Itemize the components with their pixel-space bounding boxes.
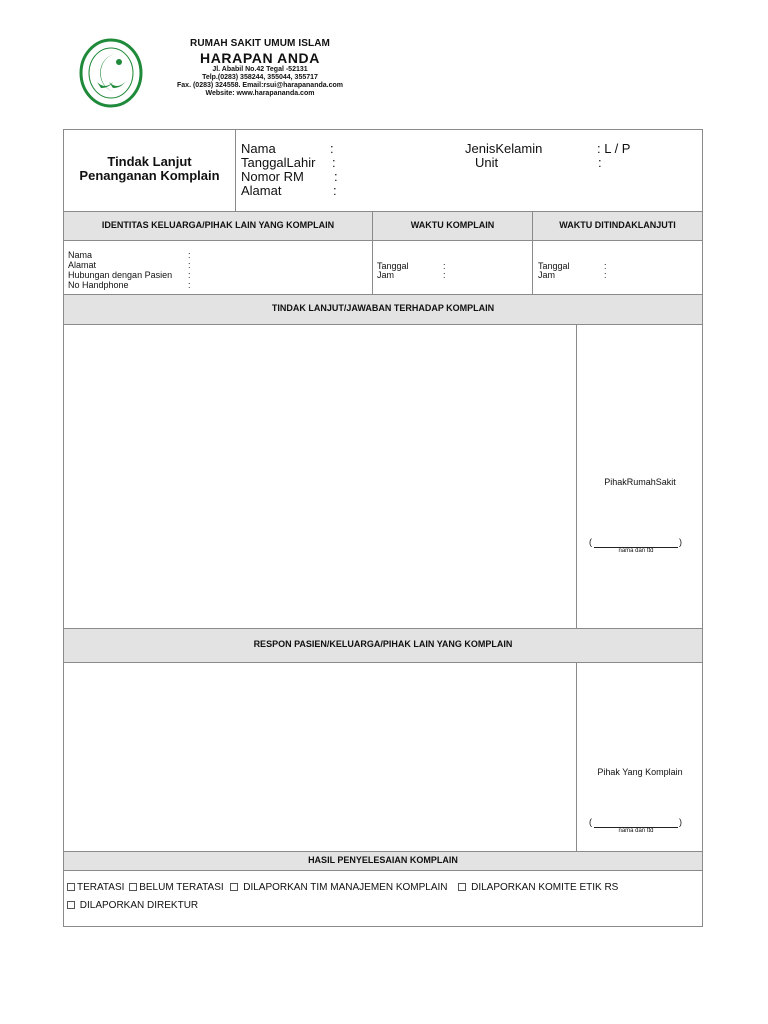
identitas-hp-colon: : (188, 280, 191, 290)
band-waktu-ditindak-label: WAKTU DITINDAKLANJUTI (559, 220, 676, 230)
band-tindak-lanjut-label: TINDAK LANJUT/JAWABAN TERHADAP KOMPLAIN (271, 303, 495, 313)
option-belum-label: BELUM TERATASI (139, 882, 224, 893)
hospital-address: Jl. Ababil No.42 Tegal -52131 (212, 66, 308, 73)
form-title-line1: Tindak Lanjut (107, 154, 192, 169)
patient-alamat-colon: : (333, 183, 337, 198)
identitas-alamat-label: Alamat (68, 260, 97, 270)
checkbox-belum-teratasi[interactable] (129, 883, 137, 891)
divider (63, 211, 703, 212)
divider (63, 851, 703, 852)
ditindak-jam-label: Jam (538, 270, 556, 280)
patient-alamat-label: Alamat (241, 183, 282, 198)
hospital-name: HARAPAN ANDA (200, 50, 320, 66)
hospital-type: RUMAH SAKIT UMUM ISLAM (190, 38, 330, 49)
sig-komplain-caption: nama dan ttd (618, 828, 654, 834)
sig-rs-open: ( (589, 537, 592, 547)
patient-nama-colon: : (330, 141, 334, 156)
divider (63, 870, 703, 871)
sig-rs-line[interactable] (594, 537, 678, 548)
ditindak-tanggal-colon: : (604, 261, 607, 271)
hospital-website: Website: www.harapananda.com (205, 90, 315, 97)
divider (235, 129, 236, 211)
band-respon-label: RESPON PASIEN/KELUARGA/PIHAK LAIN YANG KOMPLAIN (253, 639, 513, 649)
identitas-nama-colon: : (188, 250, 191, 260)
identitas-hubungan-colon: : (188, 270, 191, 280)
form-title-line2: Penanganan Komplain (79, 168, 220, 183)
checkbox-manajemen[interactable] (230, 883, 238, 891)
identitas-nama-label: Nama (68, 250, 93, 260)
komplain-jam-colon: : (443, 270, 446, 280)
ditindak-jam-colon: : (604, 270, 607, 280)
hasil-options-row1 (67, 882, 618, 894)
patient-nama-label: Nama (241, 141, 276, 156)
hospital-fax-email: Fax. (0283) 324558. Email:rsui@harapananda.com (177, 82, 343, 89)
patient-rm-colon: : (334, 169, 338, 184)
patient-jk-label: JenisKelamin (465, 141, 543, 156)
patient-unit-label: Unit (475, 155, 499, 170)
band-waktu-komplain-label: WAKTU KOMPLAIN (410, 220, 495, 230)
sig-komplain-close: ) (679, 817, 682, 827)
hospital-logo (79, 38, 143, 108)
hospital-phone: Telp.(0283) 358244, 355044, 355717 (202, 74, 318, 81)
patient-rm-label: Nomor RM (241, 169, 304, 184)
divider (63, 294, 703, 295)
patient-jk-value: : L / P (597, 141, 631, 156)
komplain-tanggal-label: Tanggal (377, 261, 409, 271)
hospital-header (150, 38, 370, 98)
respon-answer-area[interactable] (64, 663, 575, 850)
band-identitas-label: IDENTITAS KELUARGA/PIHAK LAIN YANG KOMPLAIN (101, 220, 335, 230)
checkbox-teratasi[interactable] (67, 883, 75, 891)
sig-rs-close: ) (679, 537, 682, 547)
checkbox-komite[interactable] (458, 883, 466, 891)
sig-komplain-label: Pihak Yang Komplain (597, 767, 683, 777)
option-direktur-label: DILAPORKAN DIREKTUR (79, 900, 199, 911)
komplain-jam-label: Jam (377, 270, 395, 280)
divider (63, 628, 703, 629)
divider (576, 662, 577, 851)
option-manajemen-label: DILAPORKAN TIM MANAJEMEN KOMPLAIN (243, 882, 448, 893)
patient-unit-colon: : (598, 155, 602, 170)
form-title (64, 155, 235, 183)
identitas-hp-label: No Handphone (68, 280, 129, 290)
divider (63, 240, 703, 241)
band-hasil-label: HASIL PENYELESAIAN KOMPLAIN (308, 855, 458, 865)
checkbox-direktur[interactable] (67, 901, 75, 909)
patient-tgl-colon: : (332, 155, 336, 170)
option-komite-label: DILAPORKAN KOMITE ETIK RS (471, 882, 619, 893)
tindak-lanjut-answer-area[interactable] (64, 325, 575, 627)
hasil-options-row2 (67, 900, 198, 912)
patient-tgl-label: TanggalLahir (241, 155, 316, 170)
divider (576, 324, 577, 628)
sig-rs-caption: nama dan ttd (618, 548, 654, 554)
identitas-hubungan-label: Hubungan dengan Pasien (68, 270, 173, 280)
identitas-alamat-colon: : (188, 260, 191, 270)
sig-komplain-open: ( (589, 817, 592, 827)
option-teratasi-label: TERATASI (77, 882, 125, 893)
komplain-tanggal-colon: : (443, 261, 446, 271)
sig-rs-label: PihakRumahSakit (604, 477, 676, 487)
sig-komplain-line[interactable] (594, 817, 678, 828)
ditindak-tanggal-label: Tanggal (538, 261, 570, 271)
